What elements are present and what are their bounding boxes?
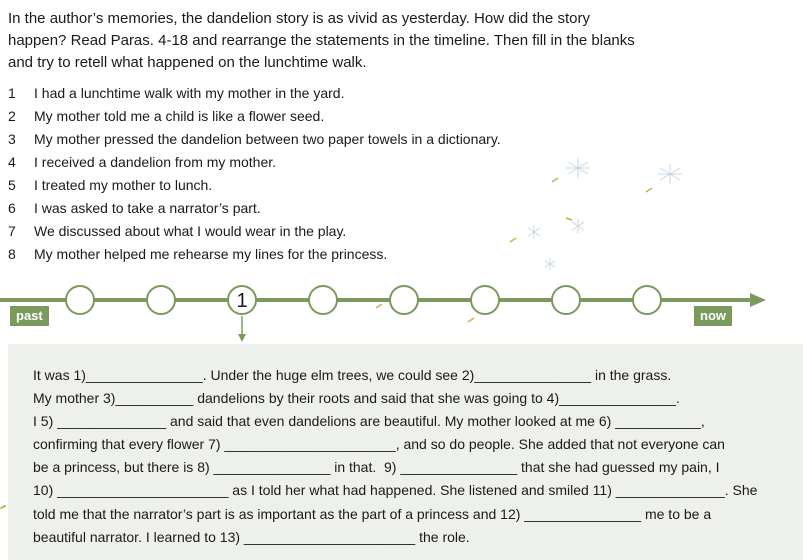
list-item	[8, 151, 501, 174]
timeline-pointer-head	[238, 334, 246, 342]
item-number: 8	[8, 246, 16, 262]
timeline-slot[interactable]	[471, 286, 499, 314]
passage-line: beautiful narrator. I learned to 13) ______________________ the role.	[33, 528, 470, 545]
item-number: 3	[8, 131, 16, 147]
timeline-slot[interactable]	[309, 286, 337, 314]
item-text: I treated my mother to lunch.	[34, 177, 213, 193]
item-number: 1	[8, 85, 16, 101]
dandelion-seed-decoration	[500, 150, 700, 280]
timeline-slot[interactable]	[147, 286, 175, 314]
item-text: My mother pressed the dandelion between two paper towels in a dictionary.	[34, 131, 501, 147]
list-item	[8, 197, 501, 220]
statement-list	[8, 82, 501, 266]
instructions: In the author’s memories, the dandelion story is as vivid as yesterday. How did the story happen? Read Paras. 4-18 and rearrange the statements in the timeline. Then fill in the blanks and try to retell what happened on the lunchtime walk.	[8, 10, 635, 71]
timeline-arrowhead	[750, 293, 766, 307]
passage-text	[33, 364, 803, 549]
passage-line: I 5) ______________ and said that even dandelions are beautiful. My mother looked at me 6) ___________,	[33, 413, 705, 430]
item-number: 7	[8, 223, 16, 239]
seed-decoration	[0, 505, 6, 510]
item-text: I had a lunchtime walk with my mother in the yard.	[34, 85, 345, 101]
past-label: past	[10, 306, 49, 326]
passage-line: My mother 3)__________ dandelions by their roots and said that she was going to 4)_______________.	[33, 390, 680, 407]
passage-line: be a princess, but there is 8) _______________ in that. 9) _______________ that she had guessed my pain, I	[33, 459, 720, 476]
list-item	[8, 128, 501, 151]
list-item	[8, 220, 501, 243]
timeline-slot[interactable]	[390, 286, 418, 314]
item-number: 4	[8, 154, 16, 170]
item-number: 5	[8, 177, 16, 193]
passage-line: 10) ______________________ as I told her what had happened. She listened and smiled 11) ______________. She	[33, 482, 758, 499]
item-number: 6	[8, 200, 16, 216]
timeline-slot[interactable]	[552, 286, 580, 314]
list-item	[8, 174, 501, 197]
now-label: now	[694, 306, 732, 326]
passage-line: told me that the narrator’s part is as important as the part of a princess and 12) _______________ me to be a	[33, 505, 712, 522]
timeline	[0, 282, 803, 342]
item-number: 2	[8, 108, 16, 124]
passage-line: It was 1)_______________. Under the huge elm trees, we could see 2)_______________ in the grass.	[33, 367, 672, 383]
timeline-slot[interactable]	[633, 286, 661, 314]
list-item	[8, 82, 501, 105]
timeline-filled-number: 1	[236, 290, 248, 312]
list-item	[8, 105, 501, 128]
item-text: My mother helped me rehearse my lines for the princess.	[34, 246, 388, 262]
fill-in-passage	[8, 344, 803, 560]
item-text: I received a dandelion from my mother.	[34, 154, 277, 170]
item-text: I was asked to take a narrator’s part.	[34, 200, 261, 216]
item-text: We discussed about what I would wear in the play.	[34, 223, 347, 239]
item-text: My mother told me a child is like a flower seed.	[34, 108, 325, 124]
timeline-slot[interactable]	[66, 286, 94, 314]
passage-line: confirming that every flower 7) ______________________, and so do people. She added that not everyone can	[33, 436, 725, 453]
list-item	[8, 243, 501, 266]
